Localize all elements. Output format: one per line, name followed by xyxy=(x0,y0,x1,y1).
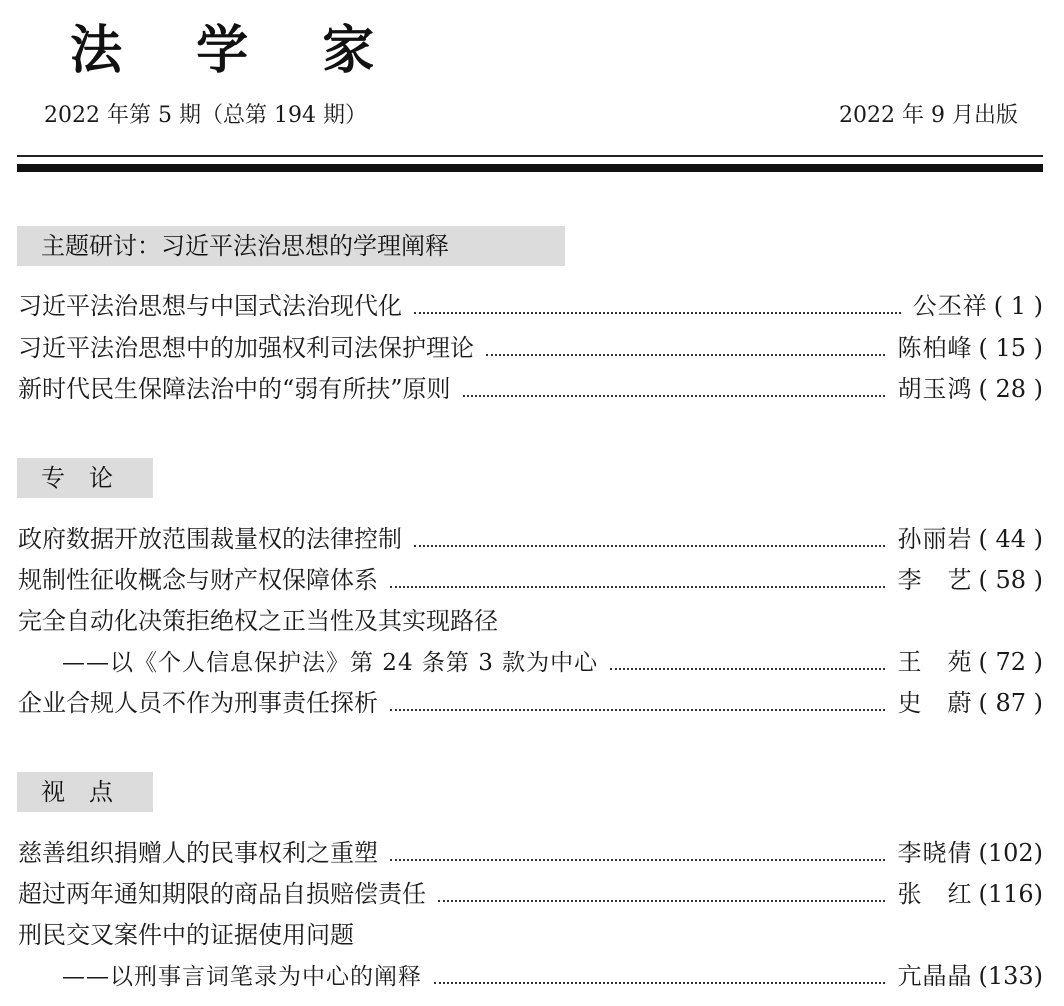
entry-title: 政府数据开放范围裁量权的法律控制 xyxy=(18,525,402,553)
toc-entry[interactable] xyxy=(18,519,1043,559)
entry-title: 规制性征收概念与财产权保障体系 xyxy=(18,566,378,594)
dot-leader xyxy=(438,876,885,902)
dot-leader xyxy=(390,685,885,711)
toc-entry-title-only[interactable] xyxy=(18,915,354,955)
entry-page: ( 1 ) xyxy=(993,292,1043,320)
toc-entry[interactable] xyxy=(18,560,1043,600)
entry-author: 公丕祥 xyxy=(912,292,988,320)
entry-author: 孙丽岩 xyxy=(897,525,973,553)
entry-author: 李 艺 xyxy=(897,566,973,594)
entry-title: 企业合规人员不作为刑事责任探析 xyxy=(18,689,378,717)
toc-entry-subtitle[interactable] xyxy=(18,956,1043,996)
entry-page: ( 15 ) xyxy=(978,334,1043,362)
entry-author: 史 蔚 xyxy=(897,689,973,717)
section-heading-viewpoint: 视 点 xyxy=(17,772,153,812)
toc-entry[interactable] xyxy=(18,833,1043,873)
entry-title: 超过两年通知期限的商品自损赔偿责任 xyxy=(18,880,426,908)
toc-entry-subtitle[interactable] xyxy=(18,642,1043,682)
masthead: 法 学 家 xyxy=(70,21,403,81)
issue-number: 2022 年第 5 期（总第 194 期） xyxy=(44,103,367,128)
entry-page: ( 44 ) xyxy=(978,525,1043,553)
toc-entry[interactable] xyxy=(18,874,1043,914)
entry-page: (116) xyxy=(978,880,1043,908)
publication-date: 2022 年 9 月出版 xyxy=(839,103,1018,128)
dot-leader xyxy=(463,371,886,397)
entry-title: 完全自动化决策拒绝权之正当性及其实现路径 xyxy=(18,607,498,635)
toc-entry[interactable] xyxy=(18,683,1043,723)
header-rule-thin xyxy=(17,155,1043,157)
entry-page: (133) xyxy=(978,962,1043,990)
dot-leader xyxy=(390,835,885,861)
entry-author: 胡玉鸿 xyxy=(897,375,973,403)
entry-page: ( 72 ) xyxy=(978,648,1043,676)
toc-entry[interactable] xyxy=(18,286,1043,326)
toc-entry[interactable] xyxy=(18,328,1043,368)
section-heading-monograph: 专 论 xyxy=(17,458,153,498)
toc-entry-title-only[interactable] xyxy=(18,601,498,641)
dot-leader xyxy=(434,958,885,984)
entry-page: ( 87 ) xyxy=(978,689,1043,717)
entry-title: 新时代民生保障法治中的“弱有所扶”原则 xyxy=(18,375,451,403)
entry-author: 亢晶晶 xyxy=(897,962,973,990)
entry-page: ( 28 ) xyxy=(978,375,1043,403)
section-heading-theme: 主题研讨：习近平法治思想的学理阐释 xyxy=(17,226,565,266)
dot-leader xyxy=(414,288,901,314)
entry-subtitle: ——以《个人信息保护法》第 24 条第 3 款为中心 xyxy=(62,650,599,676)
entry-title: 慈善组织捐赠人的民事权利之重塑 xyxy=(18,839,378,867)
entry-author: 李晓倩 xyxy=(897,839,973,867)
entry-author: 张 红 xyxy=(897,880,973,908)
entry-subtitle: ——以刑事言词笔录为中心的阐释 xyxy=(62,964,422,990)
entry-title: 刑民交叉案件中的证据使用问题 xyxy=(18,921,354,949)
header-rule-thick xyxy=(17,164,1043,172)
entry-page: (102) xyxy=(978,839,1043,867)
dot-leader xyxy=(414,521,885,547)
dot-leader xyxy=(390,562,885,588)
entry-title: 习近平法治思想中的加强权利司法保护理论 xyxy=(18,334,474,362)
entry-author: 王 苑 xyxy=(897,648,973,676)
entry-author: 陈柏峰 xyxy=(897,334,973,362)
entry-title: 习近平法治思想与中国式法治现代化 xyxy=(18,292,402,320)
dot-leader xyxy=(486,330,885,356)
toc-entry[interactable] xyxy=(18,369,1043,409)
dot-leader xyxy=(610,644,885,670)
entry-page: ( 58 ) xyxy=(978,566,1043,594)
